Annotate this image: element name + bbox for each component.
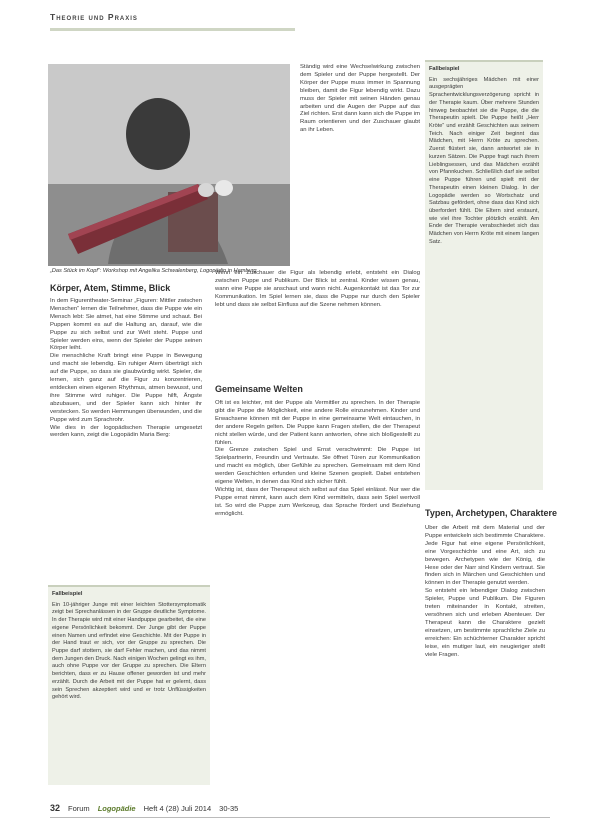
case-study-text: Ein sechsjähriges Mädchen mit einer ausgeprägten Sprachentwicklungsverzögerung spricht in der Therapie kaum. Über mehrere Stunden hinweg beobachtet sie die Puppe, die die Therapeutin spielt. Die Puppe heißt „Herr Kröte“ und erzählt Geschichten aus seinem Teich. Nach einiger Zeit beginnt das Mädchen, mit Herrn Kröte zu sprechen. Zuerst flüstert sie, dann antwortet sie in kurzen Sätzen. Die Puppe fragt nach ihrem Lieblingsessen, und das Mädchen erzählt von Pfannkuchen. Schließlich darf sie selbst eine Puppe führen und spielt mit der Therapeutin einen kleinen Dialog. In der Logopädie werden so Wortschatz und Satzbau gefördert, ohne dass das Kind sich überfordert fühlt. Die Eltern sind erstaunt, wie viel ihre Tochter plötzlich erzählt. Am Ende der Therapie verabschiedet sich das Mädchen von Herrn Kröte mit einem langen Satz. [429, 76, 539, 245]
journal-prefix: Forum [68, 804, 90, 813]
heading-gemeinsame-welten: Gemeinsame Welten [215, 384, 303, 394]
col2-paragraph: Wenn ein Zuschauer die Figur als lebendig erlebt, entsteht ein Dialog zwischen Puppe und Publikum. Der Blick ist zentral. Kinder wissen genau, wann eine Puppe sie anschaut und wann nicht. Augenkontakt ist das Tor zur Kommunikation. Im Spiel lernen sie, dass die Puppe nur durch den Spieler lebt und dass sie selbst Einfluss auf die Szene nehmen können. [215, 270, 420, 308]
col2-intro: Ständig wird eine Wechselwirkung zwischen dem Spieler und der Puppe hergestellt. Der Körper der Puppe muss immer in Spannung bleiben, damit die Figur lebendig wirkt. Dazu muss der Spieler mit seinen Händen genau arbeiten und die Augen der Puppe auf das Ziel richten. Erst dann kann sich die Puppe im Raum orientieren und der Zuschauer glaubt an ihr Leben. [300, 64, 420, 134]
col2-paragraph: Wichtig ist, dass der Therapeut sich selbst auf das Spiel einlässt. Nur wer die Puppe ernst nimmt, kann auch dem Kind vermitteln, dass sein Spiel wertvoll ist. So wird die Puppe zum Werkzeug, das Sprache fördert und Beziehung ermöglicht. [215, 486, 420, 517]
page-footer [50, 803, 238, 813]
article-pages: 30-35 [219, 804, 239, 813]
column-2-para [215, 270, 420, 365]
case-study-label: Fallbeispiel [429, 66, 460, 72]
col1-paragraph: Wie dies in der logopädischen Therapie umgesetzt werden kann, zeigt die Logopädin Maria Berg: [50, 424, 202, 439]
photo-caption: „Das Stück im Kopf“: Workshop mit Angelika Schwalenberg, Logopädin in Hamburg [50, 268, 257, 274]
column-3-text [425, 525, 545, 787]
journal-brand: Logopädie [97, 804, 136, 813]
photo-illustration [48, 64, 290, 266]
workshop-photo [48, 64, 290, 266]
col2-paragraph: Oft ist es leichter, mit der Puppe als Vermittler zu sprechen. In der Therapie gibt die Puppe die Möglichkeit, eine andere Rolle einzunehmen. Kinder und Erwachsene können mit der Puppe in eine gemeinsame Welt eintauchen, in der andere Regeln gelten. Die Puppe kann Fragen stellen, die der Therapeut nicht stellen würde, und der Patient kann antworten, ohne sich bloßgestellt zu fühlen. [215, 400, 420, 446]
column-1-text [50, 298, 202, 560]
col1-paragraph: Die menschliche Kraft bringt eine Puppe in Bewegung und macht sie lebendig. Ein ruhiger Atem überträgt sich auf die Puppe, so dass sie glaubwürdig wirkt. Spieler, die lernen, sich ganz auf die Figur zu konzentrieren, entdecken einen eigenen Rhythmus, atmen bewusst, und ihre Stimme wird ruhiger. Die Puppe hilft, Ängste abzubauen, und der Spieler kann sich hinter ihr verstecken. So werden Hemmungen überwunden, und die Puppe wird zum Sprachrohr. [50, 353, 202, 423]
column-2-intro [300, 64, 420, 274]
page-number: 32 [50, 803, 61, 813]
col2-paragraph: Die Grenze zwischen Spiel und Ernst verschwimmt: Die Puppe ist Spielpartnerin, Freundin und Vertraute. Sie öffnet Türen zur Kommunikation und macht es möglich, über Gefühle zu sprechen. Gemeinsam mit dem Kind werden Geschichten erfunden und kleine Szenen gespielt. Dabei entstehen eigene Welten, in denen das Kind sich sicher fühlt. [215, 447, 420, 486]
header-bar [50, 28, 295, 31]
heading-koerper: Körper, Atem, Stimme, Blick [50, 283, 171, 293]
heading-typen: Typen, Archetypen, Charaktere [425, 508, 558, 518]
col3-paragraph: So entsteht ein lebendiger Dialog zwischen Spieler, Puppe und Publikum. Die Figuren treten miteinander in Kontakt, streiten, versöhnen sich und erleben Abenteuer. Der Therapeut kann die Charaktere gezielt einsetzen, um bestimmte sprachliche Ziele zu erreichen: Ein schüchterner Charakter spricht leise, ein mutiger laut, ein neugieriger stellt viele Fragen. [425, 588, 545, 658]
footer-rule [50, 817, 550, 818]
case-study-box-2 [425, 60, 543, 490]
col1-paragraph: In dem Figurentheater-Seminar „Figuren: Mittler zwischen Menschen“ lernen die Teilnehmer, dass die Puppe wie ein Mensch lebt: Sie atmet, hat eine Stimme und schaut. Bei Puppen kommt es auf die Haltung an, darauf, wie die Puppe zu sich selbst und zur Welt steht. Puppe und Spieler werden eins, wenn der Spieler der Puppe seinen Körper leiht. [50, 298, 202, 352]
case-study-box-1 [48, 585, 210, 785]
journal-issue: Heft 4 (28) Juli 2014 [143, 804, 212, 813]
case-study-label: Fallbeispiel [52, 591, 83, 597]
section-header: Theorie und Praxis [50, 12, 138, 22]
column-2-text [215, 400, 420, 780]
col3-paragraph: Über die Arbeit mit dem Material und der Puppe entwickeln sich bestimmte Charaktere. Jede Figur hat eine eigene Persönlichkeit, eine Vorgeschichte und eine Art, sich zu bewegen. Archetypen wie der König, die Hexe oder der Narr sind Kindern vertraut. Sie finden sich in Märchen und Geschichten und können in der Therapie genutzt werden. [425, 525, 545, 587]
case-study-text: Ein 10-jähriger Junge mit einer leichten Stottersymptomatik zeigt bei Sprechanlässen in der Gruppe deutliche Symptome. In der Therapie wird mit einer Handpuppe gearbeitet, die eine eigene Persönlichkeit bekommt. Der Junge gibt der Puppe einen Namen und erfindet eine Geschichte. Mit der Puppe in der Hand traut er sich, vor der Gruppe zu sprechen. Die Puppe darf stottern, sie darf Fehler machen, und das nimmt dem Jungen den Druck. Nach einigen Wochen gelingt es ihm, auch ohne Puppe vor der Gruppe zu sprechen. Die Eltern berichten, dass er zu Hause offener geworden ist und mehr erzählt. Durch die Arbeit mit der Puppe hat er gelernt, dass sein Sprechen akzeptiert wird und er trotz Unflüssigkeiten gehört wird. [52, 601, 206, 701]
